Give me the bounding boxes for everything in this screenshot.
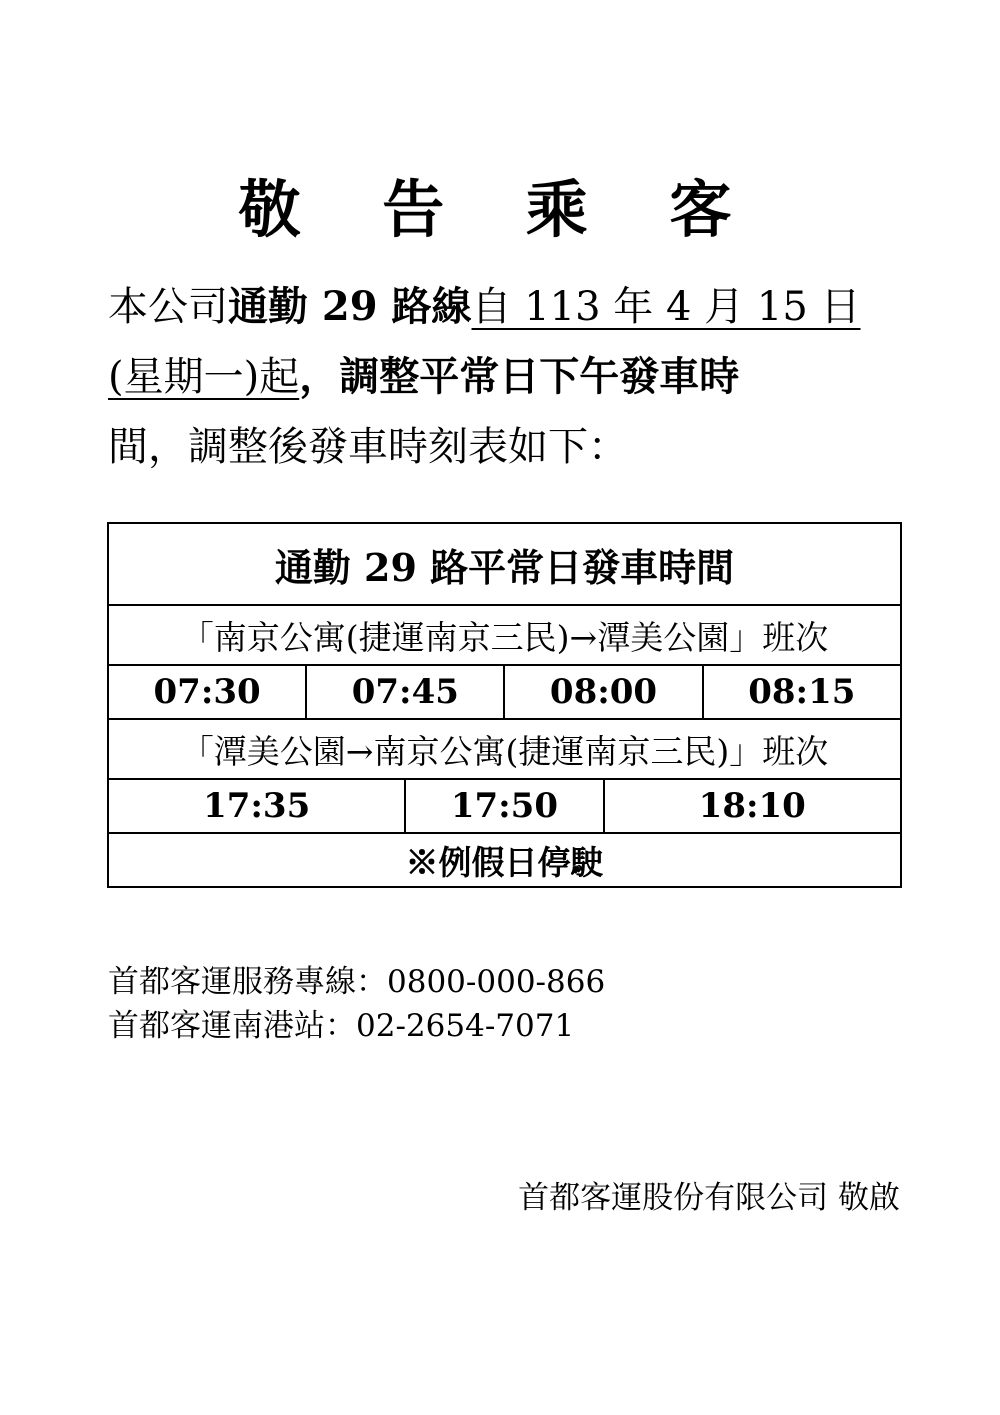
route1-label: 「南京公寓(捷運南京三民)→潭美公園」班次 (108, 605, 901, 665)
nangang-station-phone: 首都客運南港站：02-2654-7071 (108, 1008, 575, 1044)
route1-time: 08:00 (504, 665, 702, 719)
route1-time: 07:30 (108, 665, 306, 719)
route2-times-row (108, 779, 901, 833)
notice-effective-date: 自 113 年 4 月 15 日 (471, 284, 861, 330)
route1-time: 08:15 (703, 665, 901, 719)
holiday-note: ※例假日停駛 (108, 833, 901, 887)
route2-time: 17:35 (108, 779, 405, 833)
notice-line-2 (108, 342, 908, 412)
company-signature: 首都客運股份有限公司 敬啟 (518, 1180, 900, 1216)
notice-company: 本公司 (108, 284, 228, 330)
route2-label: 「潭美公園→南京公寓(捷運南京三民)」班次 (108, 719, 901, 779)
route2-label-row (108, 719, 901, 779)
route2-time: 18:10 (604, 779, 902, 833)
notice-line-3: 間，調整後發車時刻表如下： (108, 424, 628, 470)
route1-times-row (108, 665, 901, 719)
notice-route-name: 通勤 29 路線 (228, 283, 472, 330)
table-heading-row (108, 523, 901, 605)
notice-title: 敬 告 乘 客 (238, 173, 762, 246)
schedule-table (107, 522, 902, 888)
notice-line-1 (108, 272, 908, 342)
route1-time: 07:45 (306, 665, 504, 719)
notice-weekday: (星期一)起 (108, 354, 300, 400)
route1-label-row (108, 605, 901, 665)
route2-time: 17:50 (405, 779, 603, 833)
service-hotline: 首都客運服務專線：0800-000-866 (108, 964, 606, 1000)
note-row (108, 833, 901, 887)
notice-change-text: ，調整平常日下午發車時 (299, 353, 740, 400)
table-heading: 通勤 29 路平常日發車時間 (108, 523, 901, 605)
